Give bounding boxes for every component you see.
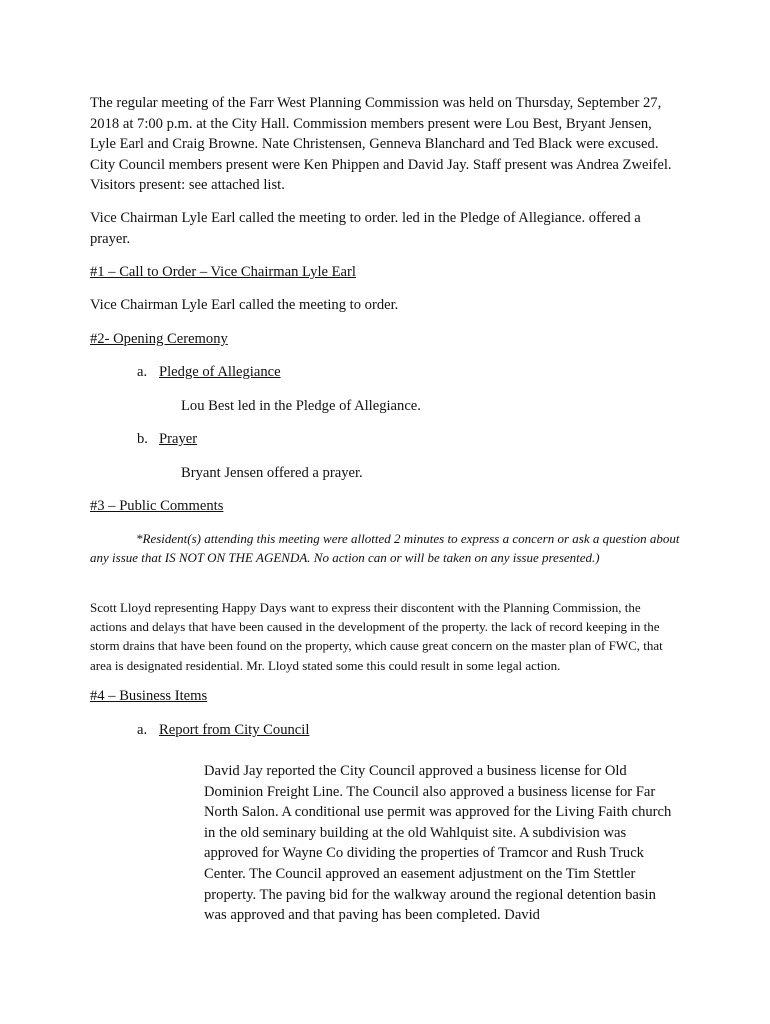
section-heading-public-comments: #3 – Public Comments [90, 498, 224, 514]
section-heading-call-to-order: #1 – Call to Order – Vice Chairman Lyle Earl [90, 264, 356, 280]
list-letter: b. [137, 431, 148, 447]
list-item-city-council-report [137, 720, 437, 742]
pledge-body: Lou Best led in the Pledge of Allegiance. [181, 398, 421, 414]
public-comments-body: Scott Lloyd representing Happy Days want to express their discontent with the Planning Commission, the actions and delays that have been caused in the development of the property. the lack of record keeping in the storm drains that have been found on the property, which cause great concern on the master plan of FWC, that area is designated residential. Mr. Lloyd stated some this could result in some legal action. [90, 600, 663, 673]
list-label: Report from City Council [159, 722, 310, 738]
section-heading-opening-ceremony: #2- Opening Ceremony [90, 331, 228, 347]
intro-paragraph: The regular meeting of the Farr West Planning Commission was held on Thursday, September 27, 2018 at 7:00 p.m. at the City Hall. Commission members present were Lou Best, Bryant Jensen, Lyle Earl and Craig Browne. Nate Christensen, Genneva Blanchard and Ted Black were excused. City Council members present were Ken Phippen and David Jay. Staff present was Andrea Zweifel. Visitors present: see attached list. [90, 95, 672, 194]
prayer-body: Bryant Jensen offered a prayer. [181, 465, 363, 481]
list-item-prayer [137, 429, 437, 451]
list-label: Prayer [159, 431, 198, 447]
public-comments-note: *Resident(s) attending this meeting were allotted 2 minutes to express a concern or ask a question about any issue that IS NOT ON THE AGENDA. No action can or will be taken on any issue presented.) [90, 531, 680, 566]
city-council-report-body: David Jay reported the City Council approved a business license for Old Dominion Freight Line. The Council also approved a business license for Far North Salon. A conditional use permit was approved for the Living Faith church in the old seminary building at the old Wahlquist site. A subdivision was approved for Wayne Co dividing the properties of Tramcor and Rush Truck Center. The Council approved an easement adjustment on the Tim Stettler property. The paving bid for the walkway around the regional detention basin was approved and that paving has been completed. David [204, 763, 672, 924]
section-heading-business-items: #4 – Business Items [90, 688, 208, 704]
list-letter: a. [137, 722, 148, 738]
call-to-order-body: Vice Chairman Lyle Earl called the meeting to order. [90, 297, 399, 313]
list-letter: a. [137, 364, 148, 380]
opening-paragraph: Vice Chairman Lyle Earl called the meeting to order. led in the Pledge of Allegiance. offered a prayer. [90, 210, 641, 247]
list-label: Pledge of Allegiance [159, 364, 281, 380]
list-item-pledge [137, 362, 437, 384]
